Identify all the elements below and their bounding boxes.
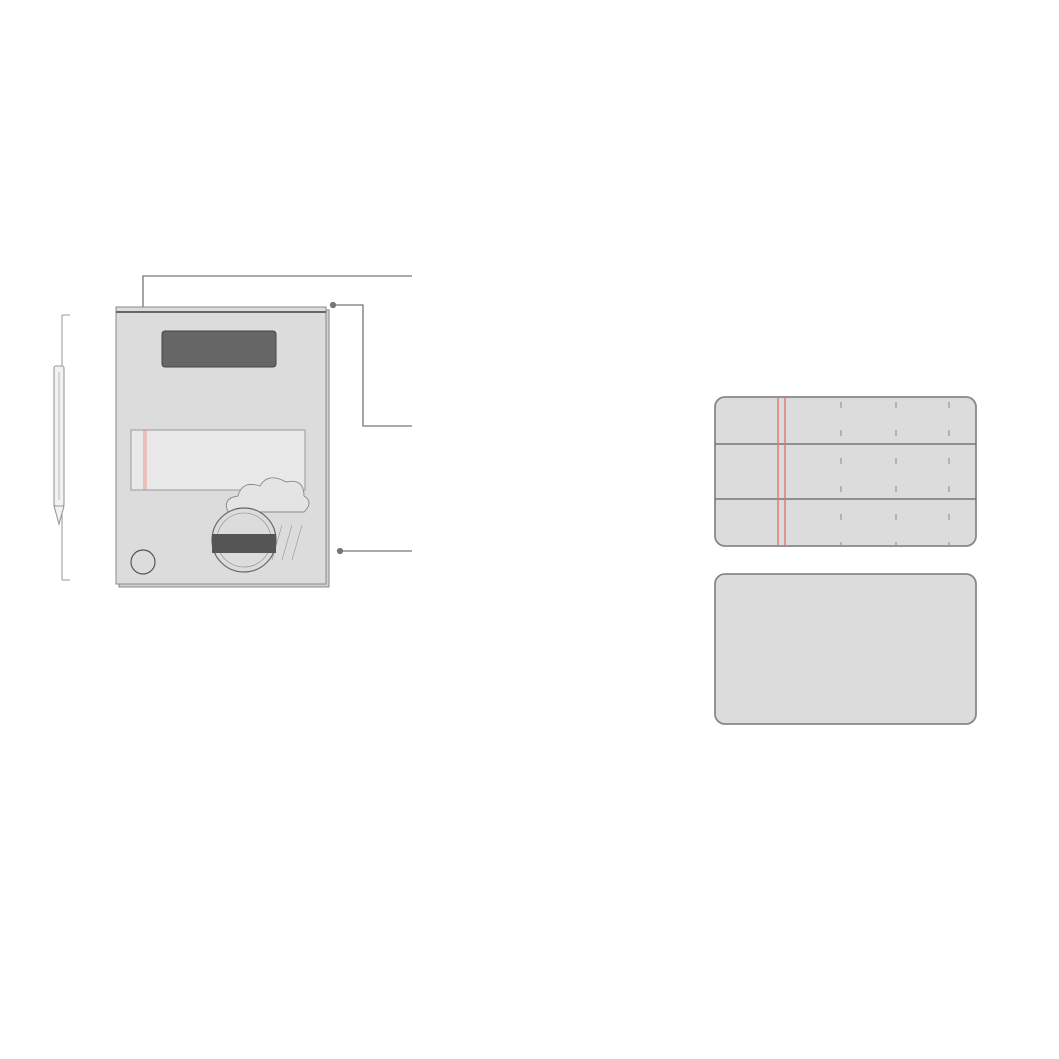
binding-connector	[333, 305, 412, 426]
legal-pad-illustration	[116, 307, 329, 587]
page-pattern-back	[715, 574, 976, 724]
page-pattern-front	[715, 397, 976, 546]
paper-connector-dot	[338, 549, 343, 554]
binding-connector-dot	[331, 303, 336, 308]
pencil-graphic	[54, 366, 64, 524]
